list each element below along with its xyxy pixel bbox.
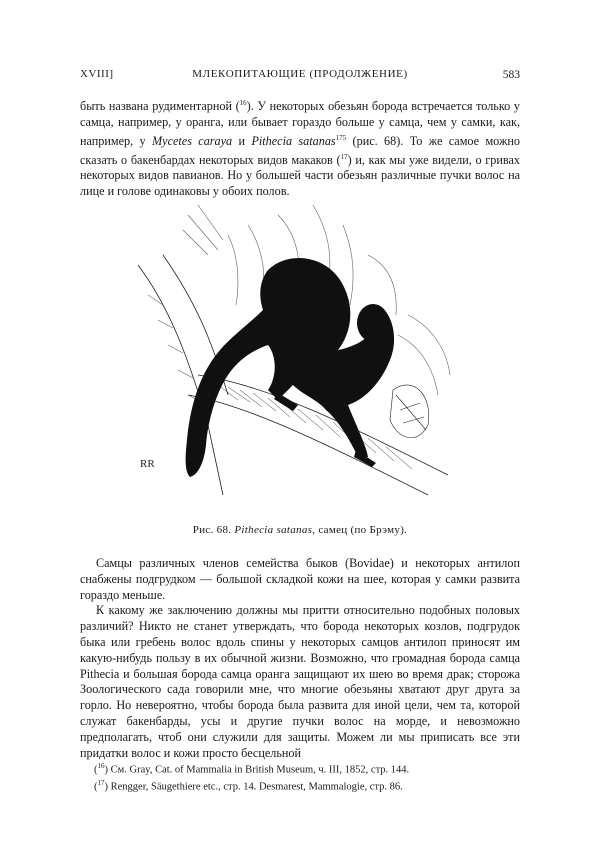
paragraph-1: Самцы различных членов семейства быков (Bovidae) и некоторых антилоп снабжены подгрудком — большой складкой кожи на шее, которая у самки развита гораздо меньше. [80,556,520,602]
figure-caption: Рис. 68. Pithecia satanas, самец (по Брэму). [192,524,408,536]
monkey-illustration [128,195,468,505]
footnote-ref[interactable]: 16 [239,99,247,107]
body-text [80,556,520,761]
running-title: МЛЕКОПИТАЮЩИЕ (ПРОДОЛЖЕНИЕ) [192,68,408,80]
caption-species: Pithecia satanas [234,524,313,536]
paragraph-2: К какому же заключению должны мы притти относительно подобных половых различий? Никто не станет утверждать, что борода некоторых козлов, подгрудок быка или гребень волос вдоль спины у некоторых самцов антилоп приносят им какую-нибудь пользу в их обычной жизни. Возможно, что громадная борода самца Pithecia и большая борода самца оранга защищают их шею во время драк; сторожа Зоологического сада говорили мне, что многие обезьяны хватают друг друга за горло. Но невероятно, чтобы борода была развита для иной цели, чем та, которой служат бакенбарды, усы и другие пучки волос на морде, и невозможно предполагать, чтоб они служили для защиты. Можем ли мы приписать все эти придатки волос и кожи просто бесцельной [80,603,520,760]
page-number: 583 [502,69,520,81]
engraving-image [128,195,468,505]
species-name: Pithecia satanas [251,133,336,148]
footnotes [80,760,520,794]
species-name: Mycetes caraya [152,133,233,148]
artist-signature: RR [140,458,155,470]
footnote: ($^{17}$) Rengger, Säugethiere etc., стр. 14. Desmarest, Mammalogie, стр. 86. [94,779,403,793]
chapter-marker: XVIII] [80,68,114,80]
paragraph-text: быть названа рудиментарной ($^{16}$). У некоторых обезьян борода встречается только у самца, например, у оранга, или бывает гораздо больше у самца, чем у самки, как, например, у Mycetes caraya и Pithecia satanas$^{175}$ (рис. 68). То же самое можно сказать о бакенбардах некоторых видов макаков ($^{17}$) и, как мы уже видели, о гривах некоторых видов павианов. Но у большей части обезьян различные пучки волос на лице и голове одинаковы у обоих полов. [80,99,520,199]
footnote: ($^{16}$) См. Gray, Cat. of Mammalia in British Museum, ч. III, 1852, стр. 144. [94,762,410,776]
running-header [80,68,520,84]
top-paragraph [80,96,520,200]
footnote-ref[interactable]: 17 [340,152,348,161]
footnote-ref[interactable]: 175 [335,133,347,142]
